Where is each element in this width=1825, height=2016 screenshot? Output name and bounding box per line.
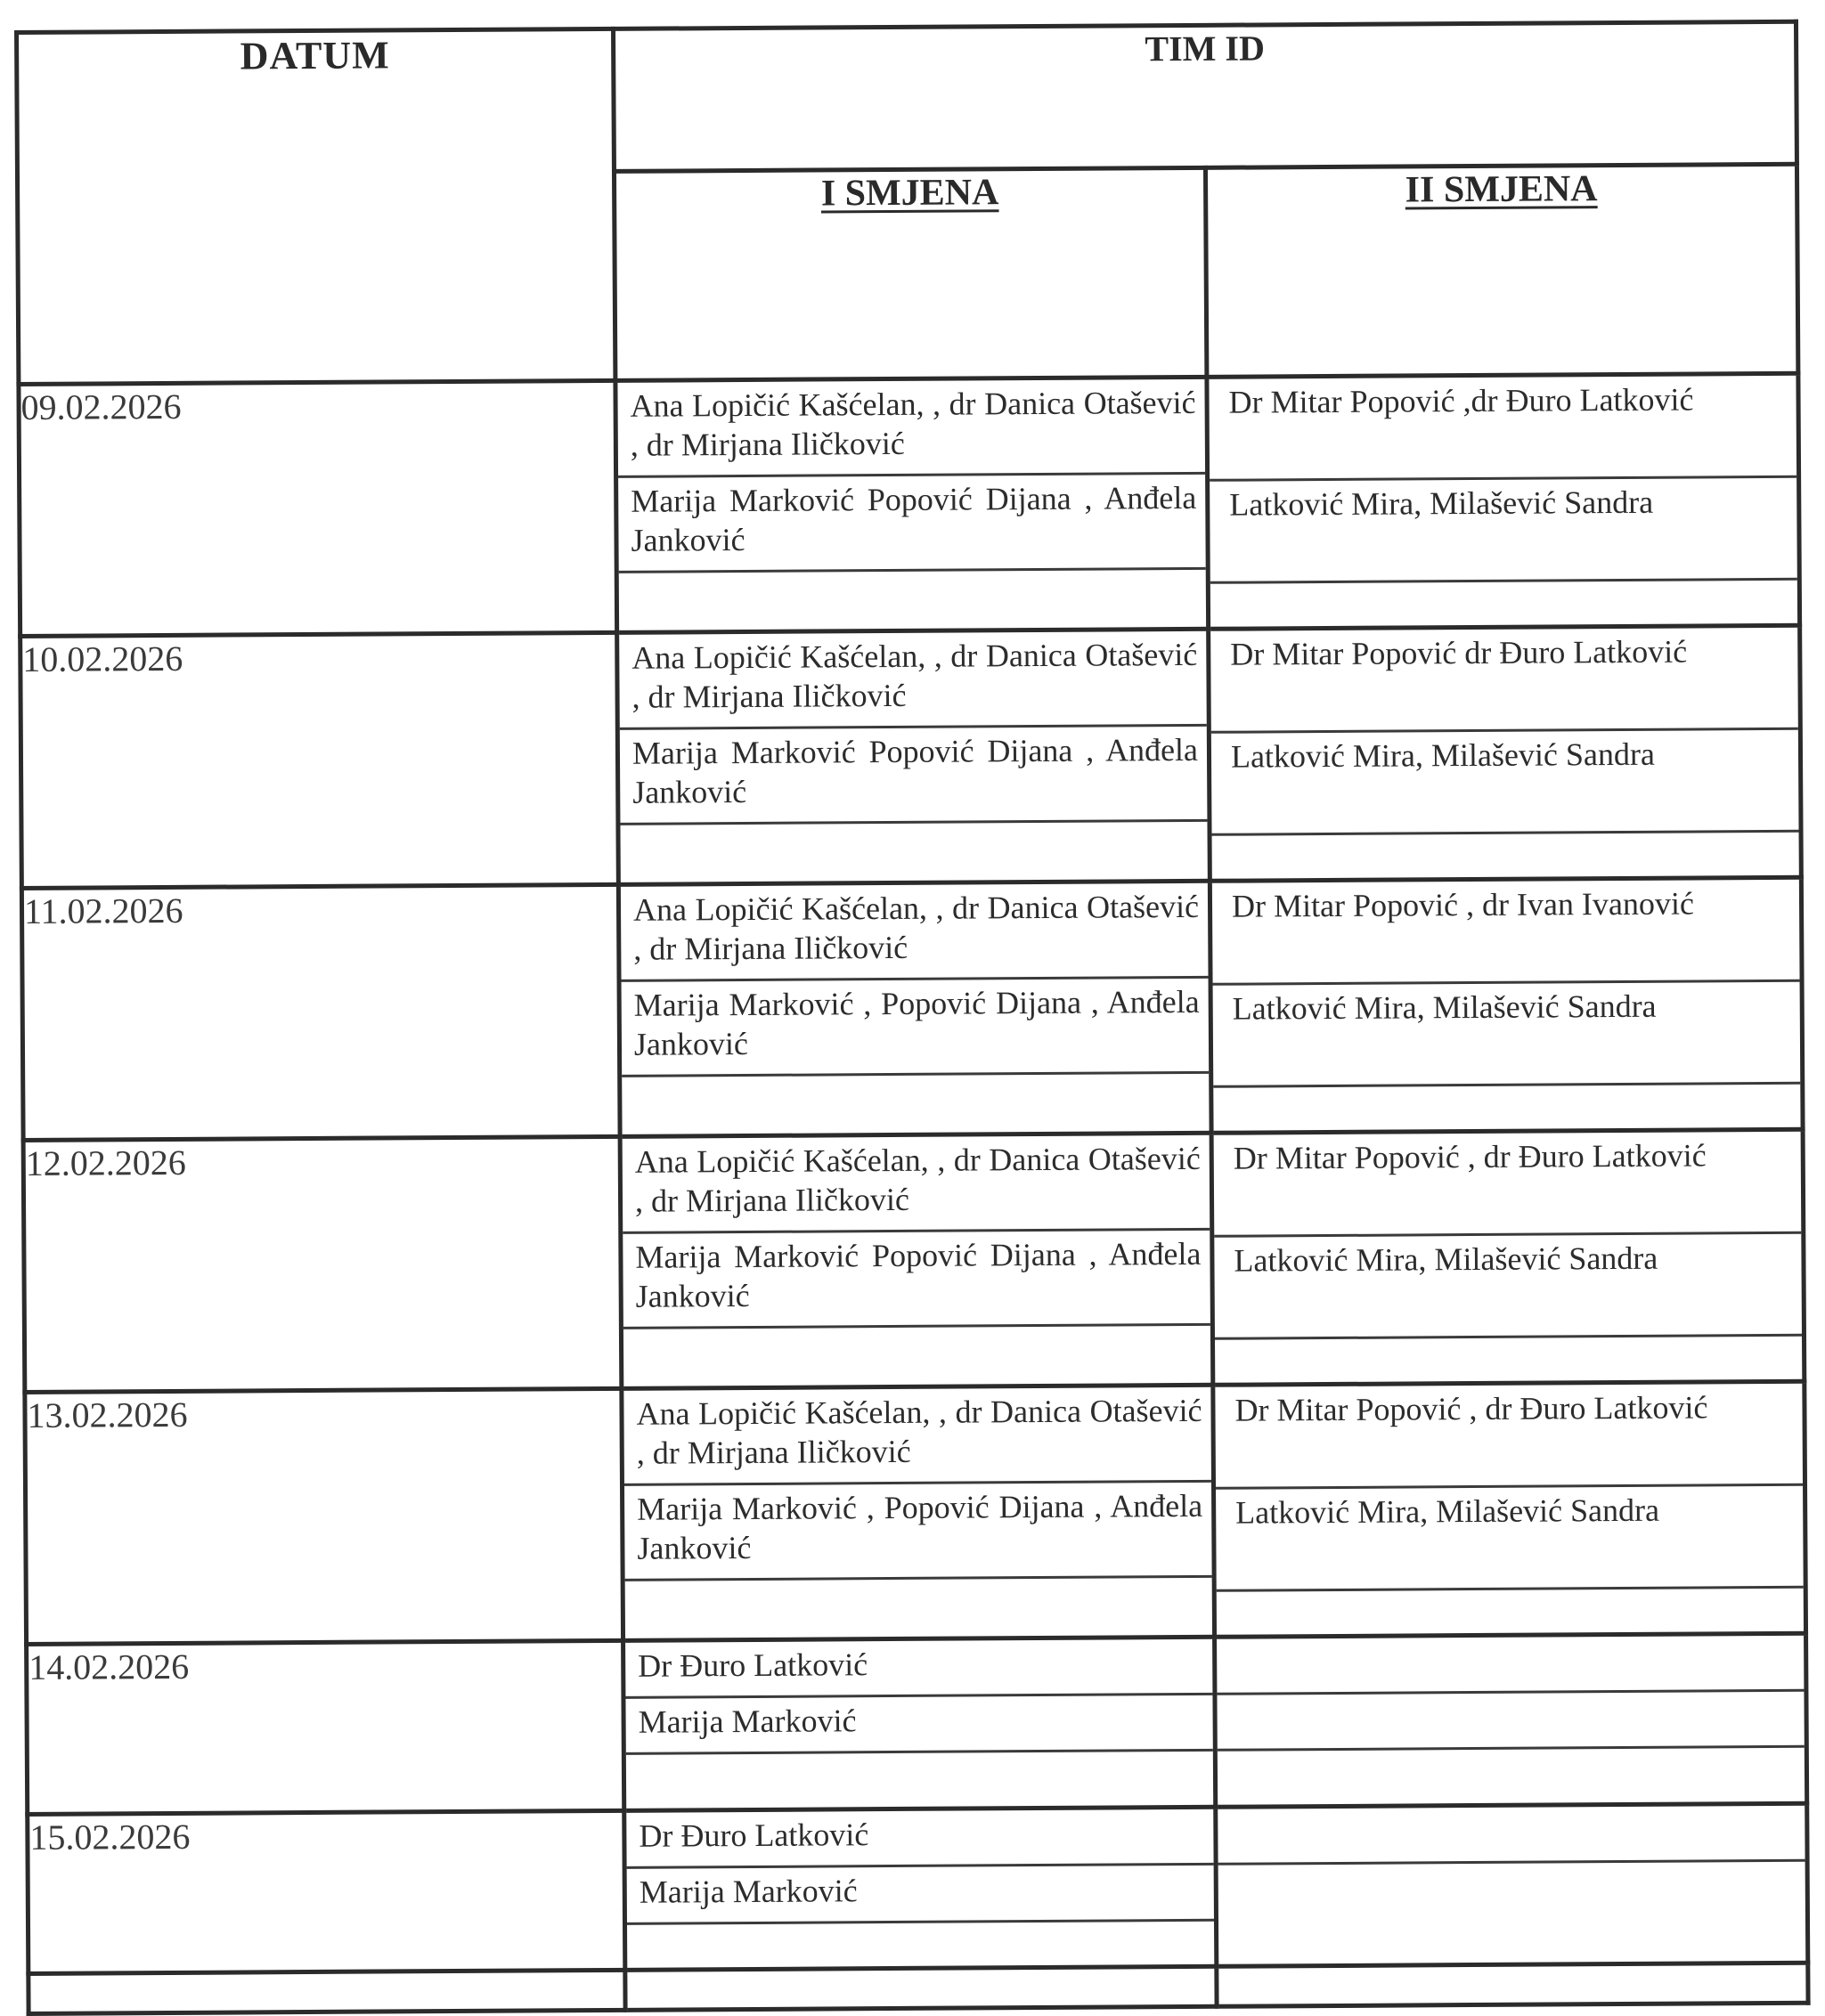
- table-row: [25, 1381, 1806, 1644]
- table-row: [21, 877, 1803, 1140]
- shift1-team-doctors: Dr Đuro Latković: [625, 1639, 1212, 1699]
- empty-line: [1213, 1085, 1800, 1131]
- shift2-cell: [1215, 1633, 1807, 1807]
- shift2-team-doctors: Dr Mitar Popović dr Đuro Latković: [1210, 628, 1798, 734]
- shift2-cell: [1216, 1803, 1808, 1966]
- date-cell: 13.02.2026: [25, 1388, 623, 1644]
- datum-header: DATUM: [17, 28, 615, 384]
- shift2-cell: [1207, 373, 1800, 629]
- shift1-team-doctors: Dr Đuro Latković: [626, 1809, 1213, 1869]
- shift1-cell: [624, 1807, 1217, 1970]
- schedule-table: [14, 20, 1811, 2016]
- empty-line: [626, 1752, 1213, 1809]
- shift2-cell: [1210, 877, 1803, 1133]
- empty-cell: [1217, 1963, 1808, 2006]
- shift2-team-staff: Latković Mira, Milašević Sandra: [1216, 1486, 1804, 1592]
- empty-line: [1217, 1589, 1804, 1635]
- shift1-cell: [623, 1637, 1216, 1810]
- shift1-team-staff: Marija Marković , Popović Dijana , Anđela Janković: [624, 1483, 1212, 1581]
- shift1-team-doctors: Ana Lopičić Kašćelan, , dr Danica Otašević , dr Mirjana Iličković: [623, 1387, 1211, 1486]
- shift1-cell: [622, 1385, 1215, 1640]
- shift2-team-staff: Latković Mira, Milašević Sandra: [1211, 730, 1799, 836]
- empty-line: [1217, 1636, 1804, 1695]
- shift1-cell: [615, 377, 1209, 632]
- shift2-team-staff: Latković Mira, Milašević Sandra: [1214, 1234, 1802, 1340]
- empty-line: [1215, 1337, 1802, 1383]
- shift2-team-staff: Latković Mira, Milašević Sandra: [1210, 478, 1797, 584]
- shift2-cell: [1209, 625, 1802, 881]
- shift1-team-doctors: Ana Lopičić Kašćelan, , dr Danica Otašević , dr Mirjana Iličković: [621, 883, 1209, 982]
- table-row: [23, 1129, 1805, 1392]
- shift2-team-doctors: Dr Mitar Popović , dr Ivan Ivanović: [1212, 880, 1800, 986]
- table-row: [20, 625, 1802, 888]
- shift1-cell: [618, 881, 1211, 1136]
- shift1-team-staff: Marija Marković: [625, 1695, 1212, 1755]
- empty-line: [622, 1074, 1209, 1134]
- empty-line: [619, 570, 1206, 630]
- date-cell: 12.02.2026: [23, 1136, 622, 1392]
- date-cell: 11.02.2026: [21, 884, 620, 1140]
- empty-line: [627, 1922, 1214, 1968]
- empty-line: [1218, 1806, 1805, 1866]
- table-row: [19, 373, 1800, 636]
- shift1-header-label: I SMJENA: [820, 172, 999, 215]
- date-cell: 10.02.2026: [20, 632, 619, 888]
- empty-cell: [29, 1970, 625, 2013]
- shift2-team-doctors: Dr Mitar Popović ,dr Đuro Latković: [1209, 376, 1796, 482]
- empty-line: [625, 1578, 1212, 1638]
- team-header: TIM ID: [614, 21, 1797, 171]
- date-cell: 15.02.2026: [28, 1810, 625, 1973]
- shift2-team-doctors: Dr Mitar Popović , dr Đuro Latković: [1215, 1384, 1803, 1490]
- shift2-cell: [1211, 1129, 1805, 1385]
- empty-line: [620, 822, 1207, 882]
- shift2-header-label: II SMJENA: [1405, 168, 1598, 211]
- shift1-team-doctors: Ana Lopičić Kašćelan, , dr Danica Otašević , dr Mirjana Iličković: [623, 1135, 1210, 1234]
- shift2-team-doctors: Dr Mitar Popović , dr Đuro Latković: [1214, 1132, 1802, 1238]
- header-row-top: [17, 21, 1797, 175]
- empty-cell: [625, 1966, 1217, 2010]
- empty-line: [623, 1326, 1210, 1386]
- table-row: [28, 1803, 1808, 1973]
- empty-line: [1210, 581, 1797, 627]
- shift1-team-staff: Marija Marković Popović Dijana , Anđela Janković: [620, 727, 1208, 825]
- shift1-team-staff: Marija Marković Popović Dijana , Anđela Janković: [618, 475, 1206, 573]
- shift1-header: [614, 168, 1206, 381]
- shift1-team-doctors: Ana Lopičić Kašćelan, , dr Danica Otašević , dr Mirjana Iličković: [617, 379, 1205, 478]
- empty-line: [1212, 833, 1799, 879]
- shift2-header: [1205, 165, 1797, 378]
- shift1-team-staff: Marija Marković , Popović Dijana , Anđela Janković: [622, 979, 1210, 1077]
- table-row: [27, 1633, 1807, 1814]
- empty-line: [1217, 1692, 1804, 1752]
- shift1-team-staff: Marija Marković: [627, 1866, 1214, 1925]
- shift2-team-staff: Latković Mira, Milašević Sandra: [1213, 982, 1801, 1088]
- date-cell: 09.02.2026: [19, 380, 617, 636]
- shift1-team-doctors: Ana Lopičić Kašćelan, , dr Danica Otašević , dr Mirjana Iličković: [619, 631, 1207, 730]
- shift1-cell: [620, 1133, 1213, 1388]
- shift1-team-staff: Marija Marković Popović Dijana , Anđela Janković: [623, 1231, 1210, 1329]
- date-cell: 14.02.2026: [27, 1640, 624, 1814]
- shift1-cell: [617, 629, 1210, 884]
- shift2-cell: [1213, 1381, 1806, 1637]
- empty-line: [1218, 1862, 1806, 1964]
- empty-line: [1218, 1748, 1805, 1805]
